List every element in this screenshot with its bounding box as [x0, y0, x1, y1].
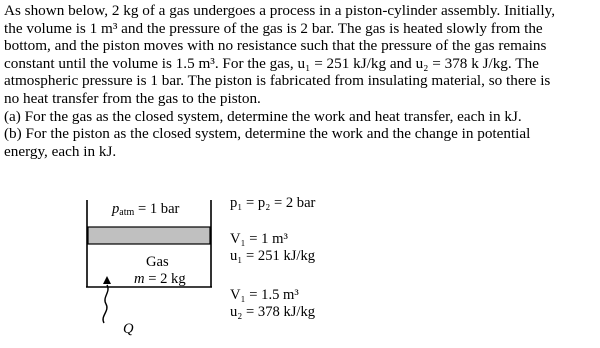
problem-line: bottom, and the piston moves with no resistance such that the pressure of the gas remains [4, 37, 547, 55]
piston [88, 227, 210, 244]
problem-part-a: (a) For the gas as the closed system, determine the work and heat transfer, each in kJ. [4, 107, 522, 125]
state1-energy: u₁ = 251 kJ/kg [230, 248, 316, 264]
mass-label: m = 2 kg [134, 271, 186, 287]
problem-line: atmospheric pressure is 1 bar. The piston is fabricated from insulating material, so there is [4, 72, 551, 90]
problem-line: energy, each in kJ. [4, 142, 117, 160]
problem-line: As shown below, 2 kg of a gas undergoes a process in a piston-cylinder assembly. Initially, [4, 2, 555, 19]
gas-label: Gas [146, 254, 169, 270]
problem-part-b: (b) For the piston as the closed system, determine the work and the change in potential [4, 125, 531, 143]
heat-arrowhead-icon [103, 276, 111, 284]
problem-line: the volume is 1 m³ and the pressure of the gas is 2 bar. The gas is heated slowly from the [4, 19, 543, 37]
patm-label: $p_{atm} = 1$ bar [112, 201, 180, 218]
state2-energy: u₂ = 378 kJ/kg [230, 304, 316, 320]
pressure-label: p₁ = p₂ = 2 bar [230, 195, 316, 211]
heat-label: Q [123, 321, 134, 337]
state2-volume: V₁ = 1.5 m³ [230, 287, 299, 303]
heat-arrow-icon [103, 285, 108, 323]
problem-line: constant until the volume is 1.5 m³. For the gas, u₁ = 251 kJ/kg and u₂ = 378 k J/kg. The [4, 54, 539, 72]
state1-volume: V₁ = 1 m³ [230, 231, 288, 247]
problem-line: no heat transfer from the gas to the piston. [4, 89, 261, 107]
